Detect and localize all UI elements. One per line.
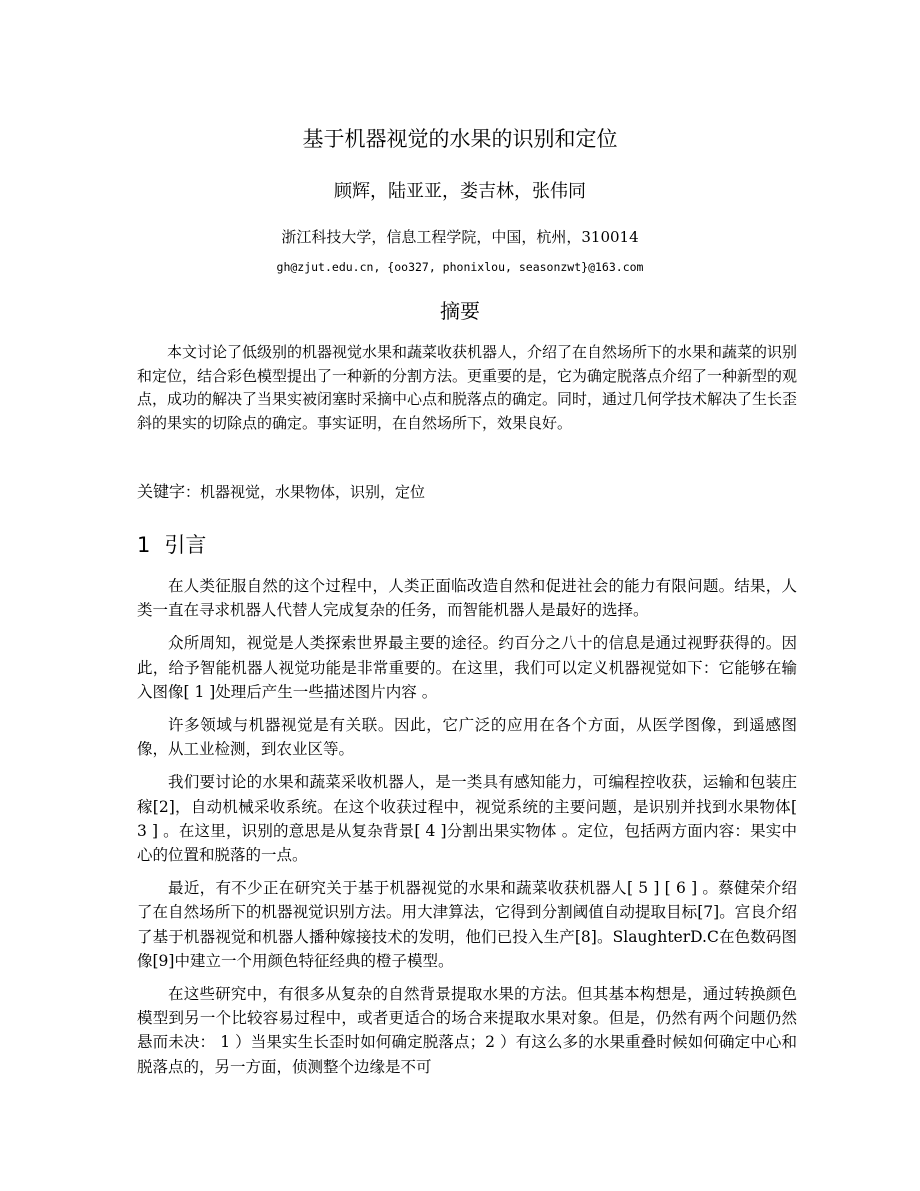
section-heading [137,530,206,560]
keywords-line [137,480,797,504]
paper-title: 基于机器视觉的水果的识别和定位 [302,127,618,151]
keywords-separator: ： [185,483,201,501]
keywords-label: 关键字 [137,482,186,501]
paragraph: 众所周知，视觉是人类探索世界最主要的途径。约百分之八十的信息是通过视野获得的。因此，给予智能机器人视觉功能是非常重要的。在这里，我们可以定义机器视觉如下：它能够在输入图像[ 1 ]处理后产生一些描述图片内容 。 [137,634,797,701]
section-body [137,574,797,1088]
paragraph: 在这些研究中，有很多从复杂的自然背景提取水果的方法。但其基本构想是，通过转换颜色模型到另一个比较容易过程中，或者更适合的场合来提取水果对象。但是，仍然有两个问题仍然悬而未决： 1 ）当果实生长歪时如何确定脱落点；2 ）有这么多的水果重叠时候如何确定中心和脱落点的，另一方面，侦测整个边缘是不可 [137,985,797,1076]
abstract-text: 本文讨论了低级别的机器视觉水果和蔬菜收获机器人，介绍了在自然场所下的水果和蔬菜的识别和定位，结合彩色模型提出了一种新的分割方法。更重要的是，它为确定脱落点介绍了一种新型的观点，成功的解决了当果实被闭塞时采摘中心点和脱落点的确定。同时，通过几何学技术解决了生长歪斜的果实的切除点的确定。事实证明，在自然场所下，效果良好。 [137,343,798,432]
author-emails: gh@zjut.edu.cn, {oo327, phonixlou, seasonzwt}@163.com [276,260,644,274]
paragraph: 最近，有不少正在研究关于基于机器视觉的水果和蔬菜收获机器人[ 5 ] [ 6 ] 。蔡健荣介绍了在自然场所下的机器视觉识别方法。用大津算法，它得到分割阈值自动提取目标[7]。宫良介绍了基于机器视觉和机器人播种嫁接技术的发明，他们已投入生产[8]。SlaughterD.C在色数码图像[9]中建立一个用颜色特征经典的橙子模型。 [137,879,797,970]
affiliation: 浙江科技大学，信息工程学院，中国，杭州，310014 [281,228,639,246]
abstract-heading: 摘要 [440,299,480,323]
paragraph: 我们要讨论的水果和蔬菜采收机器人，是一类具有感知能力，可编程控收获，运输和包装庄稼[2]，自动机械采收系统。在这个收获过程中，视觉系统的主要问题，是识别并找到水果物体[ 3 ] 。在这里，识别的意思是从复杂背景[ 4 ]分割出果实物体 。定位，包括两方面内容：果实中心的位置和脱落的一点。 [137,773,797,865]
paragraph: 在人类征服自然的这个过程中，人类正面临改造自然和促进社会的能力有限问题。结果，人类一直在寻求机器人代替人完成复杂的任务，而智能机器人是最好的选择。 [137,577,797,620]
author-list: 顾辉，陆亚亚，娄吉林，张伟同 [334,181,586,202]
keywords-text: 机器视觉，水果物体，识别，定位 [200,483,426,501]
section-title: 引言 [164,533,207,557]
paragraph: 许多领域与机器视觉是有关联。因此，它广泛的应用在各个方面，从医学图像，到遥感图像，从工业检测，到农业区等。 [137,716,797,759]
section-number: 1 [137,533,151,557]
